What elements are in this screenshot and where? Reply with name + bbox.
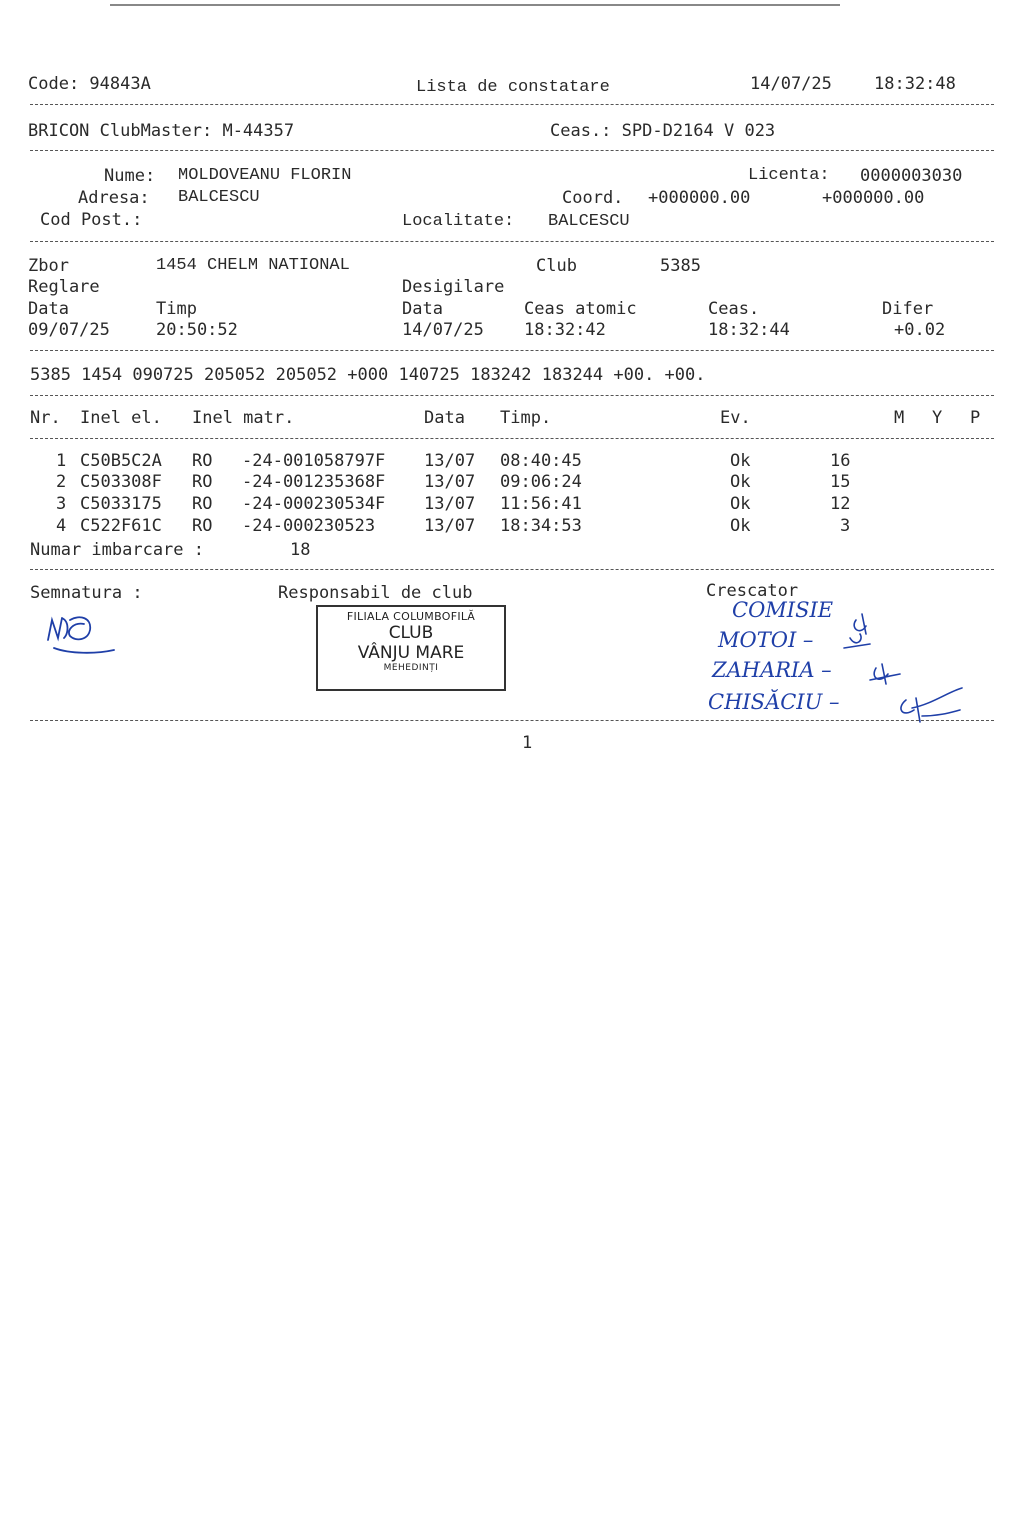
- divider: [30, 569, 994, 570]
- row-nr: 1: [56, 451, 67, 471]
- reglare-timp: 20:50:52: [156, 320, 238, 340]
- row-ev: Ok: [730, 472, 751, 492]
- row-data: 13/07: [424, 472, 476, 492]
- row-value: 15: [830, 472, 851, 492]
- desigilare-label: Desigilare: [402, 277, 505, 297]
- licenta-label: Licenta:: [748, 166, 830, 185]
- coord-lon: +000000.00: [822, 188, 925, 208]
- stamp-line-2: CLUB: [388, 623, 434, 643]
- clubmaster-id: BRICON ClubMaster: M-44357: [28, 121, 295, 141]
- row-inel-matr: -24-000230534F: [242, 494, 386, 514]
- reglare-label: Reglare: [28, 277, 100, 297]
- row-nr: 2: [56, 472, 67, 492]
- table-header: [30, 408, 994, 429]
- semnatura-label: Semnatura :: [30, 583, 143, 603]
- row-timp: 11:56:41: [500, 494, 582, 514]
- row-inel-el: C5033175: [80, 494, 162, 514]
- localitate-label: Localitate:: [402, 212, 515, 231]
- row-data: 13/07: [424, 516, 476, 536]
- club-value: 5385: [660, 256, 701, 276]
- zbor-value: 1454 CHELM NATIONAL: [156, 256, 350, 275]
- difer-value: +0.02: [894, 320, 946, 340]
- document-title: Lista de constatare: [416, 78, 610, 97]
- col-y: Y: [932, 408, 943, 428]
- reglare-data: 09/07/25: [28, 320, 110, 340]
- row-country: RO: [192, 494, 213, 514]
- difer-label: Difer: [882, 299, 934, 319]
- col-p: P: [970, 408, 981, 428]
- divider: [30, 720, 994, 721]
- page-number: 1: [522, 733, 533, 753]
- responsabil-label: Responsabil de club: [278, 583, 473, 603]
- row-inel-el: C522F61C: [80, 516, 162, 536]
- row-timp: 09:06:24: [500, 472, 582, 492]
- stamp-line-4: MEHEDINȚI: [383, 663, 439, 673]
- row-timp: 08:40:45: [500, 451, 582, 471]
- row-ev: Ok: [730, 451, 751, 471]
- signature-mark: [40, 608, 120, 660]
- row-country: RO: [192, 451, 213, 471]
- row-inel-matr: -24-000230523: [242, 516, 376, 536]
- coord-label: Coord.: [562, 188, 624, 208]
- divider: [30, 350, 994, 351]
- owner-name: MOLDOVEANU FLORIN: [178, 166, 352, 185]
- row-nr: 3: [56, 494, 67, 514]
- handwritten-name-1: MOTOI –: [718, 628, 814, 652]
- handwritten-initials: [836, 604, 976, 734]
- divider: [30, 395, 994, 396]
- row-country: RO: [192, 516, 213, 536]
- divider: [30, 438, 994, 439]
- localitate-value: BALCESCU: [548, 212, 630, 231]
- table-row: [30, 494, 994, 515]
- row-ev: Ok: [730, 516, 751, 536]
- stamp-line-1: FILIALA COLUMBOFILĂ: [346, 610, 476, 623]
- row-ev: Ok: [730, 494, 751, 514]
- nume-label: Nume:: [104, 166, 156, 186]
- col-ev: Ev.: [720, 408, 751, 428]
- row-value: 16: [830, 451, 851, 471]
- ceas-atomic-value: 18:32:42: [524, 320, 606, 340]
- row-timp: 18:34:53: [500, 516, 582, 536]
- ceas-label: Ceas.: [708, 299, 760, 319]
- row-inel-matr: -24-001058797F: [242, 451, 386, 471]
- row-nr: 4: [56, 516, 67, 536]
- col-nr: Nr.: [30, 408, 61, 428]
- divider: [30, 150, 994, 151]
- row-value: 12: [830, 494, 851, 514]
- timp-label: Timp: [156, 299, 197, 319]
- divider: [30, 104, 994, 105]
- code-line: 5385 1454 090725 205052 205052 +000 140725 183242 183244 +00. +00.: [30, 365, 706, 385]
- club-stamp: [316, 605, 506, 691]
- row-inel-el: C50B5C2A: [80, 451, 162, 471]
- divider: [30, 241, 994, 242]
- ceas-atomic-label: Ceas atomic: [524, 299, 637, 319]
- data-label: Data: [28, 299, 69, 319]
- imbarcare-value: 18: [290, 540, 311, 560]
- col-inel-matr: Inel matr.: [192, 408, 295, 428]
- adresa-label: Adresa:: [78, 188, 150, 208]
- top-edge-line: [110, 4, 840, 6]
- crescator-label: Crescator: [706, 581, 799, 601]
- col-m: M: [894, 408, 905, 428]
- row-data: 13/07: [424, 451, 476, 471]
- col-data: Data: [424, 408, 465, 428]
- col-timp: Timp.: [500, 408, 552, 428]
- row-inel-matr: -24-001235368F: [242, 472, 386, 492]
- header-time: 18:32:48: [874, 74, 956, 94]
- table-row: [30, 472, 994, 493]
- code-label: Code: 94843A: [28, 74, 151, 94]
- handwritten-name-2: ZAHARIA –: [712, 658, 832, 682]
- header-date: 14/07/25: [750, 74, 832, 94]
- ceas-value: 18:32:44: [708, 320, 790, 340]
- data2-label: Data: [402, 299, 443, 319]
- row-data: 13/07: [424, 494, 476, 514]
- licenta-value: 0000003030: [860, 166, 963, 186]
- adresa-value: BALCESCU: [178, 188, 260, 207]
- table-row: [30, 516, 994, 537]
- clock-id: Ceas.: SPD-D2164 V 023: [550, 121, 776, 141]
- codpost-label: Cod Post.:: [40, 210, 143, 230]
- table-row: [30, 451, 994, 472]
- row-value: 3: [840, 516, 851, 536]
- row-country: RO: [192, 472, 213, 492]
- coord-lat: +000000.00: [648, 188, 751, 208]
- handwritten-name-3: CHISĂCIU –: [708, 690, 840, 714]
- club-label: Club: [536, 256, 577, 276]
- row-inel-el: C503308F: [80, 472, 162, 492]
- imbarcare-label: Numar imbarcare :: [30, 540, 204, 560]
- col-inel-el: Inel el.: [80, 408, 162, 428]
- desigilare-data: 14/07/25: [402, 320, 484, 340]
- stamp-line-3: VÂNJU MARE: [357, 643, 465, 663]
- handwritten-commission: COMISIE: [732, 598, 834, 622]
- zbor-label: Zbor: [28, 256, 69, 276]
